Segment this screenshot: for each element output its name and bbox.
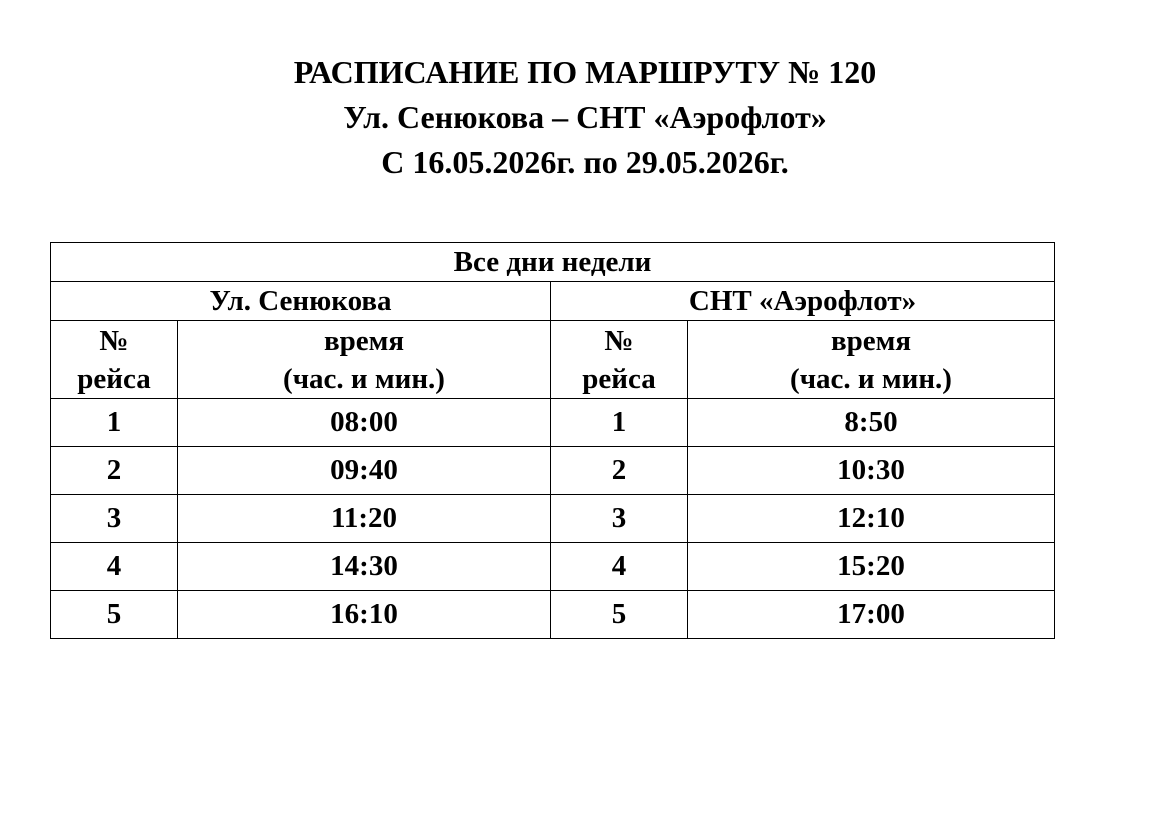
direction-right-cell: СНТ «Аэрофлот»	[551, 282, 1055, 321]
title-route: РАСПИСАНИЕ ПО МАРШРУТУ № 120	[293, 54, 877, 90]
trip-number-right: 1	[551, 399, 688, 447]
header-time-label: (час. и мин.)	[283, 362, 445, 395]
trip-time-right: 15:20	[688, 543, 1055, 591]
trip-number-left: 2	[51, 447, 178, 495]
header-num-label: №	[99, 324, 129, 357]
table-row	[51, 447, 1055, 495]
trip-time-right: 12:10	[688, 495, 1055, 543]
trip-time-left: 14:30	[178, 543, 551, 591]
table-row	[51, 399, 1055, 447]
header-num-label: рейса	[582, 362, 656, 395]
trip-number-right: 4	[551, 543, 688, 591]
trip-number-left: 4	[51, 543, 178, 591]
trip-number-right: 2	[551, 447, 688, 495]
trip-time-right: 17:00	[688, 591, 1055, 639]
days-row	[51, 243, 1055, 282]
document-title	[0, 50, 1170, 185]
trip-time-right: 8:50	[688, 399, 1055, 447]
column-header-row	[51, 321, 1055, 399]
title-stops: Ул. Сенюкова – СНТ «Аэрофлот»	[343, 99, 827, 135]
header-time-right	[688, 321, 1055, 399]
trip-time-right: 10:30	[688, 447, 1055, 495]
trip-number-left: 5	[51, 591, 178, 639]
header-time-label: время	[830, 324, 912, 357]
trip-number-right: 3	[551, 495, 688, 543]
header-time-label: (час. и мин.)	[790, 362, 952, 395]
days-cell: Все дни недели	[51, 243, 1055, 282]
header-time-left	[178, 321, 551, 399]
header-time-label: время	[323, 324, 405, 357]
directions-row	[51, 282, 1055, 321]
trip-time-left: 09:40	[178, 447, 551, 495]
schedule-table	[50, 242, 1055, 639]
header-num-right	[551, 321, 688, 399]
trip-number-right: 5	[551, 591, 688, 639]
trip-number-left: 3	[51, 495, 178, 543]
direction-left-cell: Ул. Сенюкова	[51, 282, 551, 321]
table-row	[51, 591, 1055, 639]
trip-time-left: 08:00	[178, 399, 551, 447]
trip-time-left: 11:20	[178, 495, 551, 543]
trip-time-left: 16:10	[178, 591, 551, 639]
header-num-label: №	[604, 324, 634, 357]
table-row	[51, 495, 1055, 543]
trip-number-left: 1	[51, 399, 178, 447]
table-row	[51, 543, 1055, 591]
title-dates: С 16.05.2026г. по 29.05.2026г.	[381, 144, 789, 180]
header-num-left	[51, 321, 178, 399]
header-num-label: рейса	[77, 362, 151, 395]
